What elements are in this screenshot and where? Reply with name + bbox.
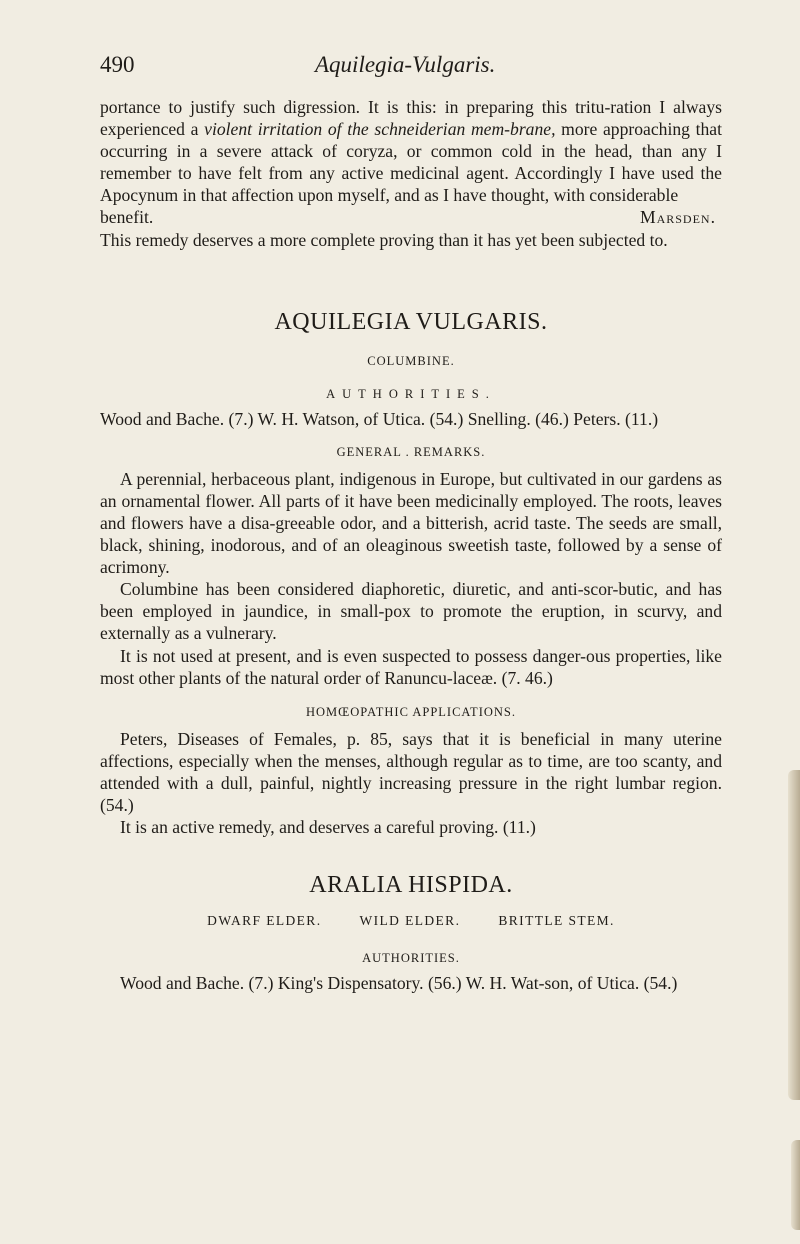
authorities-heading-aralia: AUTHORITIES. <box>362 951 460 966</box>
running-title: Aquilegia-Vulgaris. <box>315 52 496 77</box>
general-remarks-paragraph-2: Columbine has been considered diaphoretic, diuretic, and anti-scor-butic, and has been employed in jaundice, in small-pox to promote the eruption, in scurvy, and externally as a vulnerary. <box>100 579 722 644</box>
general-remarks-paragraph-1: A perennial, herbaceous plant, indigenous in Europe, but cultivated in our gardens as an ornamental flower. All parts of it have been medicinally employed. The roots, leaves and flowers have a disa-greeable odor, and a bitterish, acrid taste. The seeds are small, black, shining, inodorous, and of an oleaginous sweetish taste, followed by a sense of acrimony. <box>100 468 722 578</box>
authorities-heading-aquilegia: AUTHORITIES. <box>326 386 496 401</box>
benefit-word: benefit. <box>100 207 154 228</box>
section-title-aralia: ARALIA HISPIDA. <box>309 872 513 899</box>
page-edge-damage <box>788 770 800 1100</box>
author-signature: Marsden. <box>639 207 716 228</box>
homoeopathic-paragraph-1: Peters, Diseases of Females, p. 85, says that it is beneficial in many uterine affections, especially when the menses, although regular as to time, are too scanty, and attended with a dull, painful, nightly increasing pressure in the right lumbar region. (54.) <box>100 728 722 815</box>
alias-brittle-stem: BRITTLE STEM. <box>498 913 615 929</box>
general-remarks-paragraph-3: It is not used at present, and is even suspected to possess danger-ous properties, like most other plants of the natural order of Ranuncu-laceæ. (7. 46.) <box>100 645 722 688</box>
aralia-common-names <box>100 913 722 929</box>
intro-paragraph <box>100 96 722 206</box>
intro-text-a: portance to justify such digression. It is this: in preparing this tritu-ration I always experienced a <box>100 97 722 140</box>
page-header <box>100 52 720 82</box>
common-name-aquilegia: COLUMBINE. <box>367 353 455 368</box>
page-edge-damage-lower <box>791 1140 800 1230</box>
general-remarks-heading: GENERAL . REMARKS. <box>336 444 486 459</box>
alias-dwarf-elder: DWARF ELDER. <box>207 913 322 929</box>
section-title-aquilegia: AQUILEGIA VULGARIS. <box>274 308 548 335</box>
authorities-text-aquilegia: Wood and Bache. (7.) W. H. Watson, of Utica. (54.) Snelling. (46.) Peters. (11.) <box>100 408 659 429</box>
signature-line <box>100 206 722 228</box>
intro-text-b: more approaching that occurring in a severe attack of coryza, or common cold in the head, than any I remember to have felt from any active medicinal agent. Accordingly I have used the Apocynum in that affection upon myself, and as I have thought, with considerable <box>100 119 723 206</box>
alias-wild-elder: WILD ELDER. <box>359 913 461 929</box>
homoeopathic-heading: HOMŒOPATHIC APPLICATIONS. <box>306 704 516 719</box>
page-number: 490 <box>100 52 135 77</box>
page-content <box>100 96 722 994</box>
homoeopathic-paragraph-2: It is an active remedy, and deserves a careful proving. (11.) <box>120 817 536 838</box>
intro-paragraph-2: This remedy deserves a more complete proving than it has yet been subjected to. <box>100 229 668 250</box>
intro-text-italic: violent irritation of the schneiderian mem-brane, <box>204 119 556 140</box>
authorities-text-aralia: Wood and Bache. (7.) King's Dispensatory. (56.) W. H. Wat-son, of Utica. (54.) <box>120 973 678 994</box>
